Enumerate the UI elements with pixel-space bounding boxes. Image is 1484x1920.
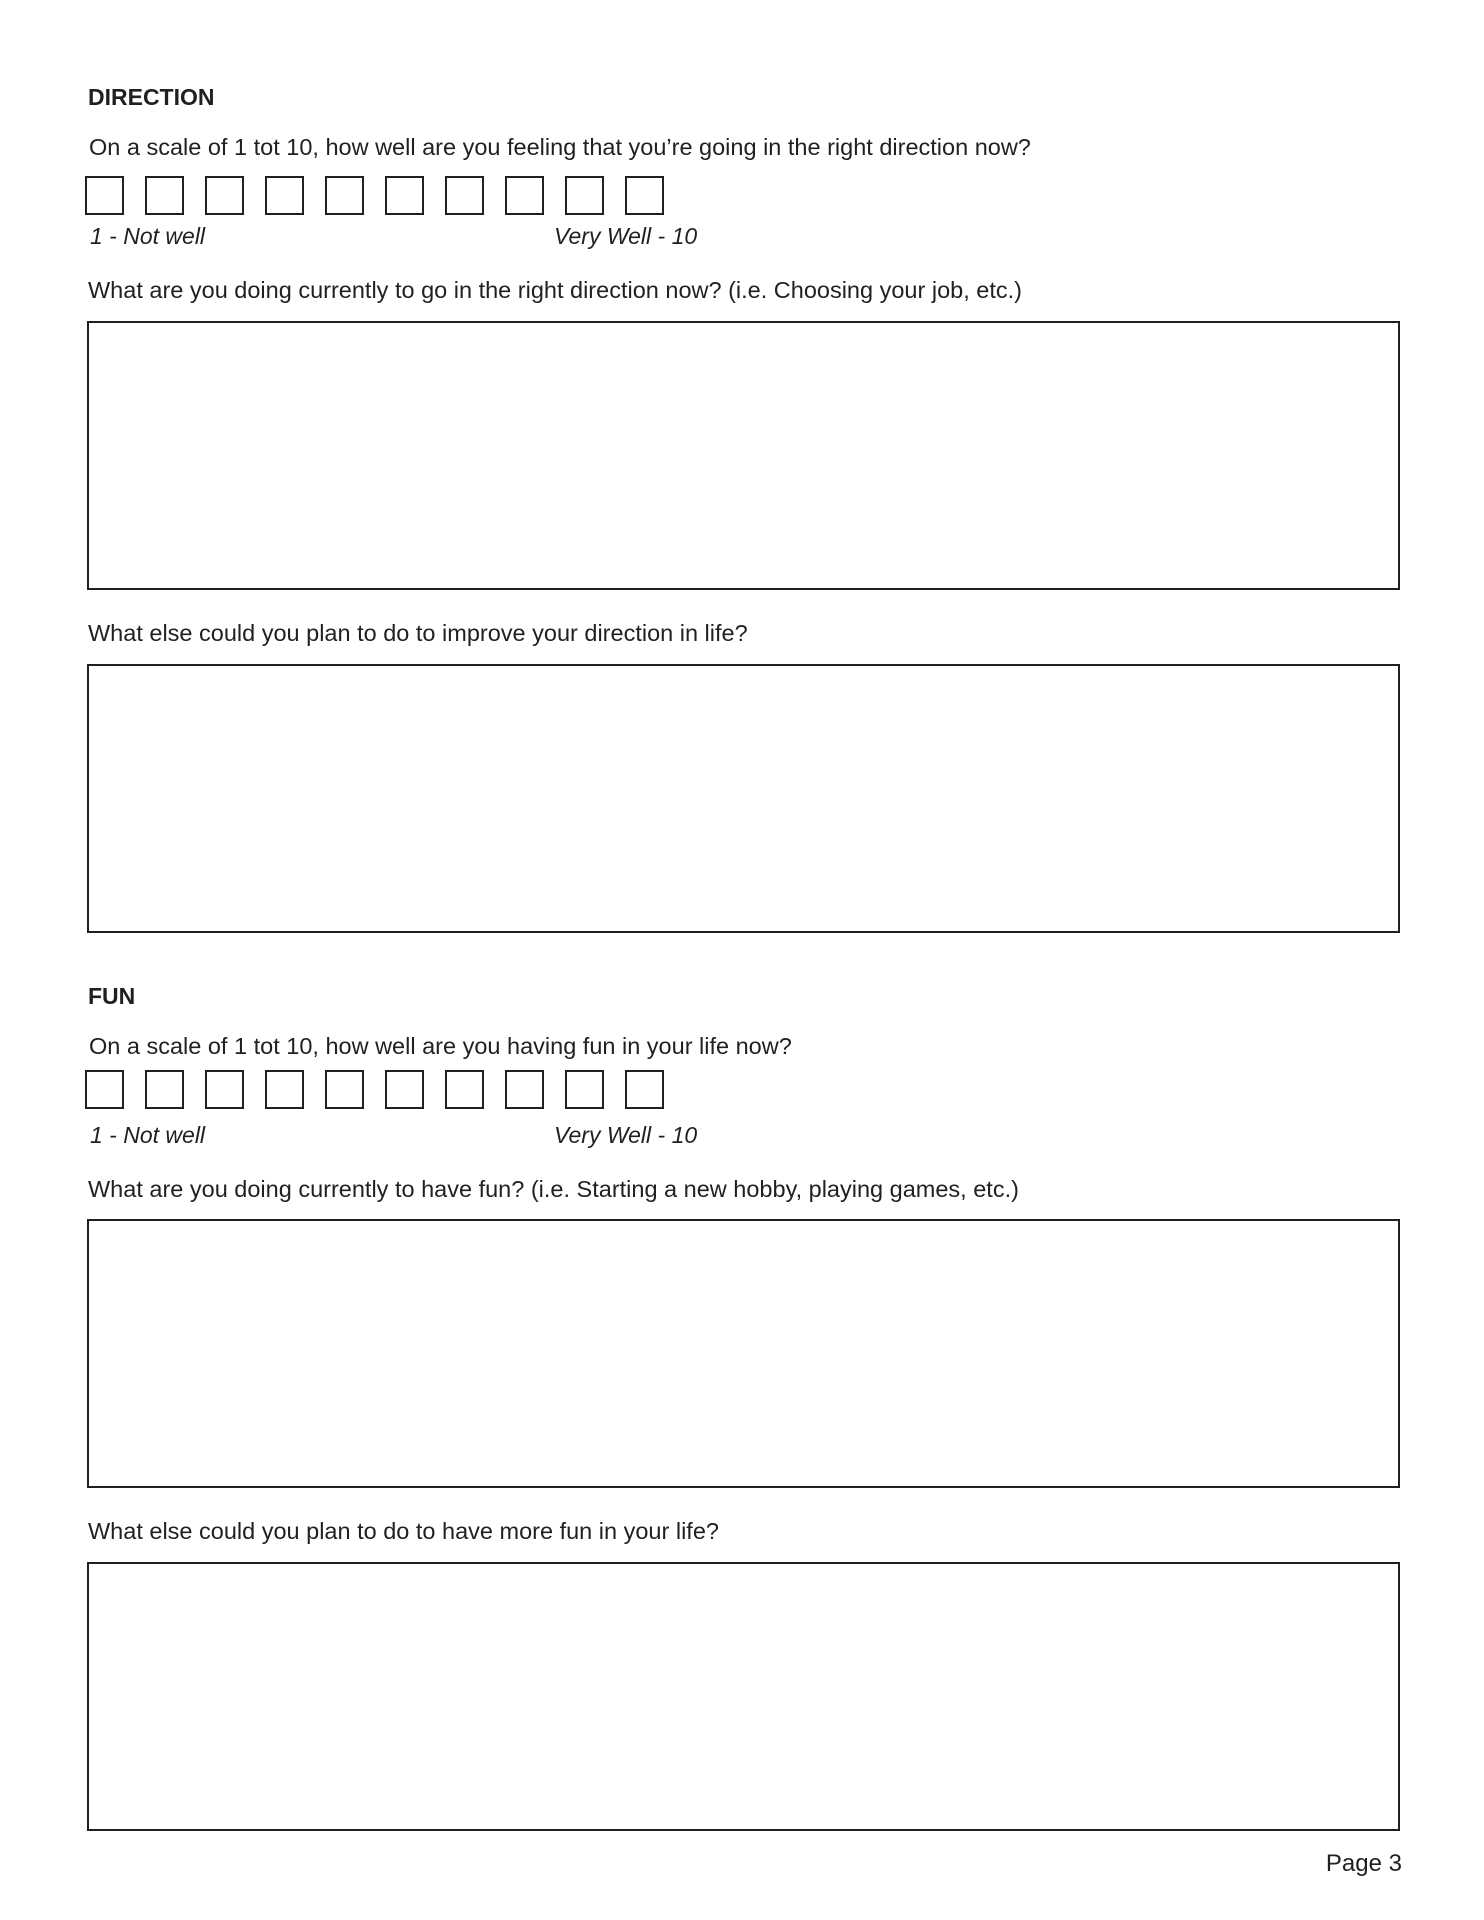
fun-rating-box-8[interactable] [505, 1070, 544, 1109]
fun-rating-box-2[interactable] [145, 1070, 184, 1109]
direction-scale-low-label: 1 - Not well [90, 223, 206, 249]
fun-scale-high-label: Very Well - 10 [554, 1122, 698, 1148]
fun-heading: FUN [88, 983, 136, 1009]
direction-scale-question: On a scale of 1 tot 10, how well are you feeling that you’re going in the right direction now? [89, 134, 1031, 160]
direction-plan-answer-box[interactable] [87, 664, 1400, 933]
fun-rating-scale [85, 1070, 664, 1114]
direction-rating-box-8[interactable] [505, 176, 544, 215]
direction-rating-box-5[interactable] [325, 176, 364, 215]
direction-rating-box-9[interactable] [565, 176, 604, 215]
fun-current-question: What are you doing currently to have fun? (i.e. Starting a new hobby, playing games, etc.) [88, 1176, 1019, 1202]
direction-rating-box-6[interactable] [385, 176, 424, 215]
direction-current-question: What are you doing currently to go in the right direction now? (i.e. Choosing your job, etc.) [88, 277, 1022, 303]
fun-plan-question: What else could you plan to do to have more fun in your life? [88, 1518, 719, 1544]
direction-rating-scale [85, 176, 664, 220]
direction-rating-box-10[interactable] [625, 176, 664, 215]
fun-rating-box-4[interactable] [265, 1070, 304, 1109]
fun-scale-question: On a scale of 1 tot 10, how well are you having fun in your life now? [89, 1033, 792, 1059]
fun-rating-box-7[interactable] [445, 1070, 484, 1109]
page-number: Page 3 [1325, 1850, 1402, 1877]
direction-rating-box-2[interactable] [145, 176, 184, 215]
direction-plan-question: What else could you plan to do to improve your direction in life? [88, 620, 748, 646]
fun-scale-low-label: 1 - Not well [90, 1122, 206, 1148]
direction-rating-box-3[interactable] [205, 176, 244, 215]
fun-rating-box-10[interactable] [625, 1070, 664, 1109]
direction-heading: DIRECTION [88, 84, 215, 110]
direction-current-answer-box[interactable] [87, 321, 1400, 590]
direction-scale-high-label: Very Well - 10 [554, 223, 698, 249]
fun-rating-box-9[interactable] [565, 1070, 604, 1109]
fun-rating-box-6[interactable] [385, 1070, 424, 1109]
direction-rating-box-1[interactable] [85, 176, 124, 215]
fun-plan-answer-box[interactable] [87, 1562, 1400, 1831]
direction-rating-box-7[interactable] [445, 176, 484, 215]
fun-rating-box-3[interactable] [205, 1070, 244, 1109]
fun-rating-box-1[interactable] [85, 1070, 124, 1109]
fun-current-answer-box[interactable] [87, 1219, 1400, 1488]
direction-rating-box-4[interactable] [265, 176, 304, 215]
fun-rating-box-5[interactable] [325, 1070, 364, 1109]
